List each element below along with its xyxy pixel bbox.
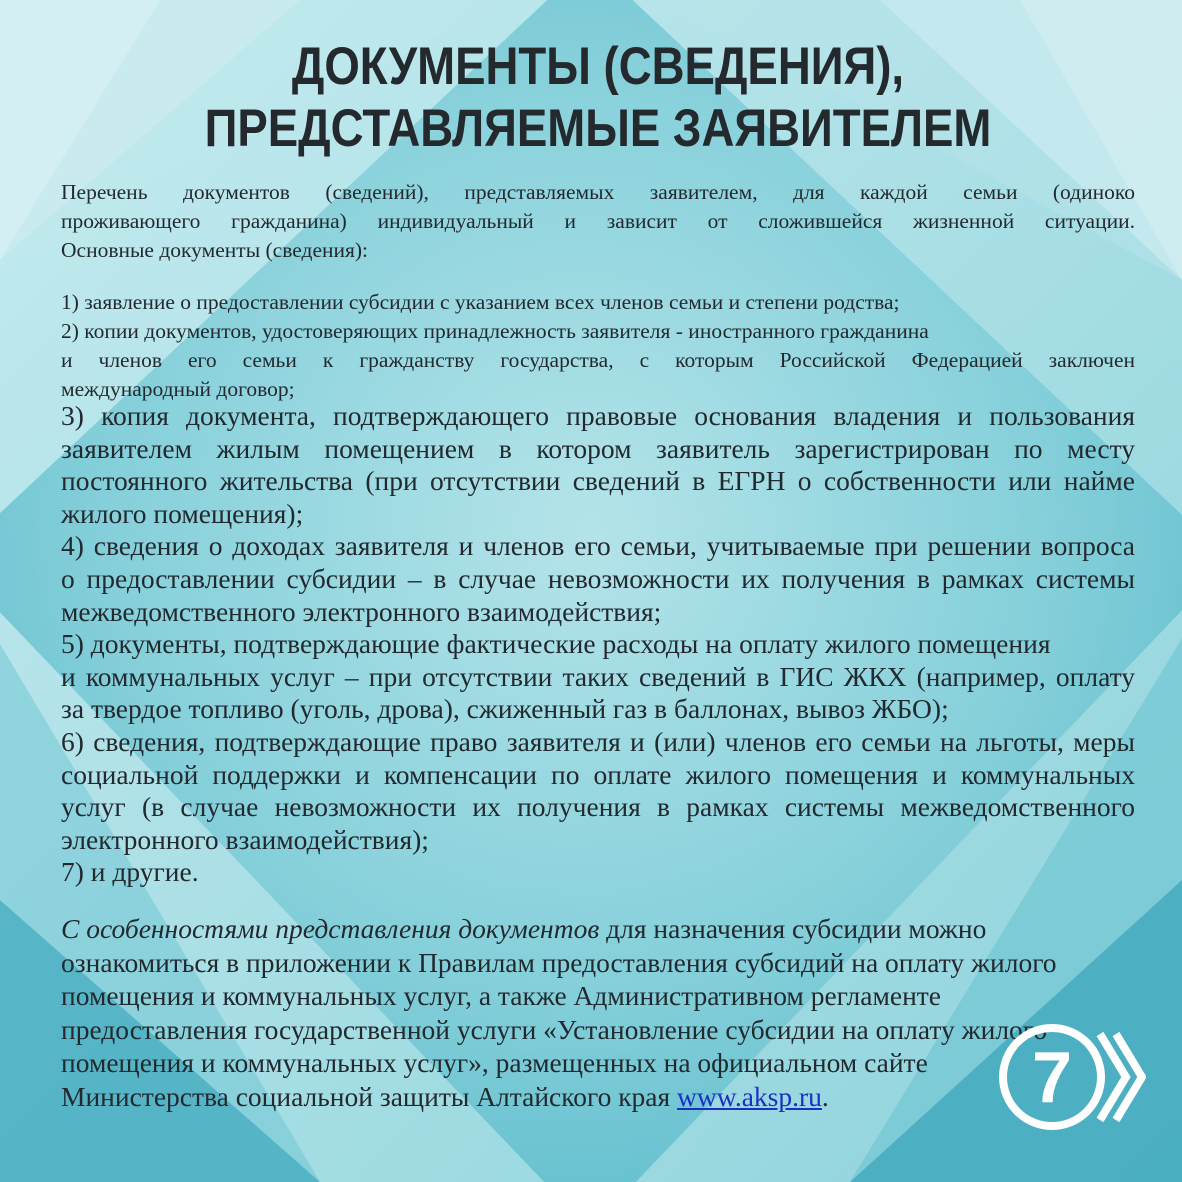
closing-text: для назначения субсидии можно bbox=[599, 913, 987, 944]
list-item-2-line: международный договор; bbox=[61, 377, 295, 401]
list-item-5-line: и коммунальных услуг – при отсутствии таких сведений в ГИС ЖКХ (например, оплату bbox=[61, 660, 1135, 692]
intro-line: проживающего гражданина) индивидуальный и зависит от сложившейся жизненной ситуации. bbox=[61, 209, 1135, 233]
document-list bbox=[61, 400, 1135, 889]
list-item-6-line: социальной поддержки и компенсации по оплате жилого помещения и коммунальных bbox=[61, 758, 1135, 790]
list-item-7: 7) и другие. bbox=[61, 856, 199, 888]
list-item-3-line: 3) копия документа, подтверждающего правовые основания владения и пользования bbox=[61, 400, 1135, 431]
document-list-small bbox=[61, 288, 1135, 404]
closing-line: предоставления государственной услуги «Установление субсидии на оплату жилого bbox=[61, 1013, 1048, 1045]
list-item-2-line: 2) копии документов, удостоверяющих принадлежность заявителя - иностранного гражданина bbox=[61, 319, 929, 343]
page-number-badge bbox=[996, 1022, 1146, 1132]
intro-paragraph bbox=[61, 178, 1135, 265]
list-item-4-line: межведомственного электронного взаимодействия; bbox=[61, 595, 662, 627]
double-chevron-right-icon bbox=[1100, 1034, 1142, 1120]
closing-line: ознакомиться в приложении к Правилам предоставления субсидий на оплату жилого bbox=[61, 946, 1057, 978]
closing-text: . bbox=[821, 1080, 829, 1112]
closing-italic-lead: С особенностями представления документов bbox=[61, 913, 600, 944]
website-link[interactable]: www.aksp.ru bbox=[677, 1080, 822, 1112]
closing-paragraph bbox=[61, 912, 1135, 1114]
list-item-4-line: 4) сведения о доходах заявителя и членов его семьи, учитываемые при решении вопроса bbox=[61, 530, 1135, 562]
closing-line: помещения и коммунальных услуг», размещенных на официальном сайте bbox=[61, 1047, 928, 1079]
intro-line: Перечень документов (сведений), представляемых заявителем, для каждой семьи (одиноко bbox=[61, 180, 1135, 204]
closing-text: Министерства социальной защиты Алтайского края bbox=[61, 1080, 678, 1112]
list-item-3-line: жилого помещения); bbox=[61, 497, 304, 529]
list-item-3-line: заявителем жилым помещением в котором заявитель зарегистрирован по месту bbox=[61, 432, 1135, 464]
list-item-1: 1) заявление о предоставлении субсидии с указанием всех членов семьи и степени родства; bbox=[61, 290, 900, 314]
list-item-4-line: о предоставлении субсидии – в случае невозможности их получения в рамках системы bbox=[61, 562, 1135, 594]
list-item-2-line: и членов его семьи к гражданству государства, с которым Российской Федерацией заключен bbox=[61, 348, 1135, 372]
title-line: ПРЕДСТАВЛЯЕМЫЕ ЗАЯВИТЕЛЕМ bbox=[204, 99, 992, 158]
page-number: 7 bbox=[1031, 1038, 1073, 1118]
list-item-3-line: постоянного жительства (при отсутствии сведений в ЕГРН о собственности или найме bbox=[61, 465, 1135, 497]
list-item-6-line: 6) сведения, подтверждающие право заявителя и (или) членов его семьи на льготы, меры bbox=[61, 725, 1135, 757]
list-item-6-line: услуг (в случае невозможности их получения в рамках системы межведомственного bbox=[61, 791, 1135, 823]
title-line: ДОКУМЕНТЫ (СВЕДЕНИЯ), bbox=[291, 37, 905, 96]
list-item-6-line: электронного взаимодействия); bbox=[61, 823, 429, 855]
closing-line: помещения и коммунальных услуг, а также Административном регламенте bbox=[61, 980, 942, 1012]
intro-line: Основные документы (сведения): bbox=[61, 238, 369, 262]
list-item-5-line: 5) документы, подтверждающие фактические расходы на оплату жилого помещения bbox=[61, 628, 1051, 660]
page-title bbox=[136, 36, 1060, 160]
list-item-5-line: за твердое топливо (уголь, дрова), сжиженный газ в баллонах, вывоз ЖБО); bbox=[61, 693, 949, 725]
